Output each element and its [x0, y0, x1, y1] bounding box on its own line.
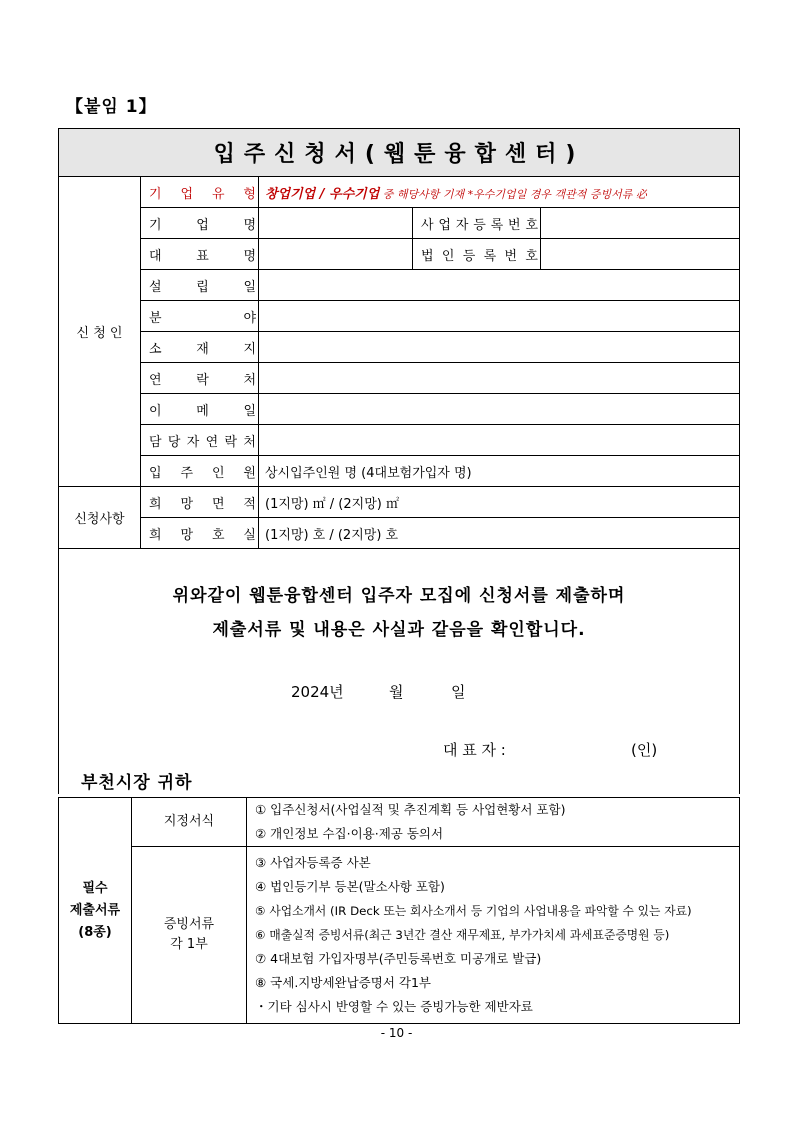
desired-area-label: 희 망 면 적	[141, 487, 259, 518]
contact-field[interactable]	[259, 363, 740, 394]
seal-mark: (인)	[631, 741, 658, 759]
evidence-documents-list	[247, 847, 740, 1024]
required-documents-group: 필수 제출서류 (8종)	[59, 798, 132, 1024]
manager-contact-field[interactable]	[259, 425, 740, 456]
desired-room-label: 희 망 호 실	[141, 518, 259, 549]
field-field[interactable]	[259, 301, 740, 332]
email-label: 이 메 일	[141, 394, 259, 425]
list-item: ・기타 심사시 반영할 수 있는 증빙가능한 제반자료	[255, 999, 533, 1014]
page-number: - 10 -	[380, 1026, 413, 1040]
corporate-reg-label: 법 인 등 록 번 호	[413, 239, 541, 270]
desired-area-field[interactable]: (1지망) ㎡ / (2지망) ㎡	[259, 487, 740, 518]
designated-forms-label: 지정서식	[132, 798, 247, 847]
designated-forms-list	[247, 798, 740, 847]
list-item: ⑦ 4대보험 가입자명부(주민등록번호 미공개로 발급)	[255, 951, 542, 966]
list-item: ① 입주신청서(사업실적 및 추진계획 등 사업현황서 포함)	[255, 802, 566, 817]
request-group-label: 신청사항	[59, 487, 141, 549]
date-day: 일	[451, 683, 466, 701]
addressee: 부천시장 귀하	[81, 773, 193, 793]
company-type-label: 기 업 유 형	[141, 177, 259, 208]
list-item: ③ 사업자등록증 사본	[255, 855, 371, 870]
company-name-label: 기 업 명	[141, 208, 259, 239]
representative-sign-label: 대 표 자 :	[443, 741, 506, 759]
form-title: 입주신청서(웹툰융합센터)	[59, 129, 740, 177]
desired-room-field[interactable]: (1지망) 호 / (2지망) 호	[259, 518, 740, 549]
established-label: 설 립 일	[141, 270, 259, 301]
statement-line-1: 위와같이 웹툰융합센터 입주자 모집에 신청서를 제출하며	[172, 586, 626, 606]
date-year: 2024년	[291, 683, 344, 701]
staff-field[interactable]: 상시입주인원 명 (4대보험가입자 명)	[259, 456, 740, 487]
staff-label: 입 주 인 원	[141, 456, 259, 487]
address-field[interactable]	[259, 332, 740, 363]
list-item: ② 개인정보 수집·이용·제공 동의서	[255, 826, 444, 841]
company-name-field[interactable]	[259, 208, 413, 239]
list-item: ⑧ 국세.지방세완납증명서 각1부	[255, 975, 431, 990]
statement-section	[59, 549, 740, 795]
company-type-value[interactable]: 창업기업 / 우수기업 중 해당사항 기재 *우수기업일 경우 객관적 증빙서류 必	[259, 177, 740, 208]
representative-label: 대 표 명	[141, 239, 259, 270]
business-reg-field[interactable]	[541, 208, 740, 239]
statement-line-2: 제출서류 및 내용은 사실과 같음을 확인합니다.	[212, 620, 586, 640]
applicant-group-label: 신 청 인	[59, 177, 141, 487]
list-item: ⑥ 매출실적 증빙서류(최근 3년간 결산 재무제표, 부가가치세 과세표준증명원 등)	[255, 928, 670, 942]
attachment-label: 【붙임 1】	[66, 97, 157, 117]
application-form-table	[58, 128, 740, 794]
evidence-documents-label: 증빙서류 각 1부	[132, 847, 247, 1024]
list-item: ④ 법인등기부 등본(말소사항 포함)	[255, 879, 445, 894]
contact-label: 연 락 처	[141, 363, 259, 394]
field-label: 분 야	[141, 301, 259, 332]
date-month: 월	[389, 683, 404, 701]
list-item: ⑤ 사업소개서 (IR Deck 또는 회사소개서 등 기업의 사업내용을 파악할 수 있는 자료)	[255, 904, 692, 918]
email-field[interactable]	[259, 394, 740, 425]
manager-contact-label: 담 당 자 연 락 처	[141, 425, 259, 456]
established-field[interactable]	[259, 270, 740, 301]
representative-field[interactable]	[259, 239, 413, 270]
required-documents-table	[58, 797, 740, 1024]
business-reg-label: 사 업 자 등 록 번 호	[413, 208, 541, 239]
corporate-reg-field[interactable]	[541, 239, 740, 270]
address-label: 소 재 지	[141, 332, 259, 363]
